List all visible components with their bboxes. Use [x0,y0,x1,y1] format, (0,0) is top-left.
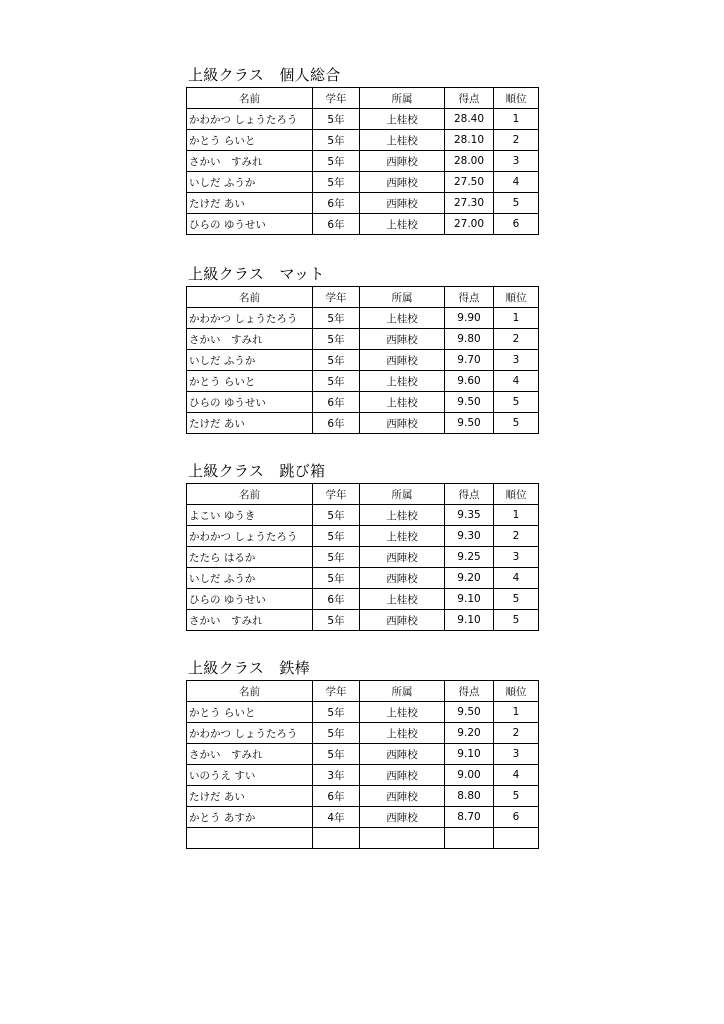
cell-name: かわかつ しょうたろう [187,308,313,329]
cell-score: 27.00 [445,214,494,235]
cell-score: 9.50 [445,413,494,434]
cell-rank: 1 [494,109,539,130]
cell-school: 西陣校 [360,151,445,172]
cell-grade: 5年 [313,505,360,526]
cell-score: 9.50 [445,392,494,413]
cell-school: 上桂校 [360,308,445,329]
cell-score: 9.90 [445,308,494,329]
table-row [187,130,539,151]
cell-grade: 5年 [313,308,360,329]
table-row [187,172,539,193]
table-row [187,568,539,589]
cell-rank: 6 [494,807,539,828]
cell-school: 西陣校 [360,329,445,350]
cell-rank: 5 [494,589,539,610]
cell-name: たけだ あい [187,193,313,214]
header-school: 所属 [360,484,445,505]
cell-grade: 6年 [313,786,360,807]
cell-name: かわかつ しょうたろう [187,723,313,744]
cell-school: 西陣校 [360,765,445,786]
cell-grade [313,828,360,849]
cell-grade: 5年 [313,610,360,631]
cell-rank: 5 [494,786,539,807]
cell-rank: 2 [494,526,539,547]
cell-name: たけだ あい [187,413,313,434]
cell-grade: 5年 [313,744,360,765]
cell-score: 9.10 [445,744,494,765]
section-title: 上級クラス マット [188,265,325,283]
header-school: 所属 [360,681,445,702]
table-row [187,526,539,547]
header-school: 所属 [360,287,445,308]
cell-name: かとう らいと [187,702,313,723]
cell-school: 上桂校 [360,589,445,610]
cell-grade: 3年 [313,765,360,786]
cell-name: かとう らいと [187,130,313,151]
table-row [187,109,539,130]
cell-rank: 4 [494,172,539,193]
header-row [187,681,539,702]
cell-name [187,828,313,849]
cell-grade: 6年 [313,193,360,214]
cell-name: さかい すみれ [187,151,313,172]
cell-name: ひらの ゆうせい [187,589,313,610]
cell-rank: 4 [494,371,539,392]
cell-grade: 5年 [313,723,360,744]
table-row [187,151,539,172]
cell-school: 西陣校 [360,413,445,434]
header-row [187,88,539,109]
table-row [187,371,539,392]
header-score: 得点 [445,484,494,505]
table-row [187,329,539,350]
cell-school: 上桂校 [360,392,445,413]
cell-name: かわかつ しょうたろう [187,109,313,130]
header-grade: 学年 [313,681,360,702]
header-grade: 学年 [313,287,360,308]
cell-school: 西陣校 [360,568,445,589]
cell-school: 西陣校 [360,786,445,807]
table-row [187,807,539,828]
cell-name: ひらの ゆうせい [187,214,313,235]
cell-grade: 5年 [313,702,360,723]
cell-school: 西陣校 [360,547,445,568]
table-row [187,744,539,765]
cell-score: 28.40 [445,109,494,130]
cell-school: 西陣校 [360,193,445,214]
cell-grade: 5年 [313,371,360,392]
table-row [187,547,539,568]
results-table [186,87,539,235]
header-score: 得点 [445,88,494,109]
cell-score: 9.35 [445,505,494,526]
cell-score: 9.10 [445,610,494,631]
cell-school: 西陣校 [360,744,445,765]
cell-rank: 6 [494,214,539,235]
cell-school: 上桂校 [360,723,445,744]
cell-score [445,828,494,849]
table-row [187,505,539,526]
cell-school: 西陣校 [360,610,445,631]
table-row [187,193,539,214]
cell-school: 上桂校 [360,371,445,392]
header-rank: 順位 [494,681,539,702]
cell-rank: 1 [494,308,539,329]
results-table [186,483,539,631]
cell-grade: 6年 [313,214,360,235]
table-row [187,413,539,434]
cell-grade: 4年 [313,807,360,828]
section-title: 上級クラス 鉄棒 [188,659,310,677]
cell-name: いのうえ すい [187,765,313,786]
section-title: 上級クラス 跳び箱 [188,462,326,480]
cell-rank: 5 [494,193,539,214]
cell-school: 上桂校 [360,214,445,235]
cell-school: 西陣校 [360,172,445,193]
cell-rank: 5 [494,413,539,434]
header-school: 所属 [360,88,445,109]
cell-name: ひらの ゆうせい [187,392,313,413]
cell-rank: 3 [494,151,539,172]
cell-grade: 5年 [313,526,360,547]
cell-score: 9.50 [445,702,494,723]
cell-grade: 6年 [313,589,360,610]
table-row [187,308,539,329]
header-rank: 順位 [494,484,539,505]
cell-rank: 3 [494,744,539,765]
header-name: 名前 [187,681,313,702]
cell-score: 9.70 [445,350,494,371]
table-row [187,392,539,413]
cell-grade: 5年 [313,568,360,589]
cell-rank: 5 [494,610,539,631]
cell-score: 28.00 [445,151,494,172]
cell-rank: 2 [494,723,539,744]
cell-score: 28.10 [445,130,494,151]
cell-school [360,828,445,849]
cell-rank: 5 [494,392,539,413]
cell-grade: 5年 [313,109,360,130]
table-row [187,702,539,723]
header-score: 得点 [445,681,494,702]
cell-rank: 1 [494,702,539,723]
cell-rank: 4 [494,568,539,589]
header-name: 名前 [187,484,313,505]
header-name: 名前 [187,287,313,308]
table-row [187,214,539,235]
cell-name: たたら はるか [187,547,313,568]
header-score: 得点 [445,287,494,308]
results-table [186,680,539,849]
cell-name: さかい すみれ [187,610,313,631]
cell-grade: 5年 [313,329,360,350]
cell-rank: 1 [494,505,539,526]
cell-rank: 4 [494,765,539,786]
cell-score: 9.60 [445,371,494,392]
cell-school: 上桂校 [360,130,445,151]
table-row [187,786,539,807]
cell-grade: 6年 [313,392,360,413]
cell-score: 9.20 [445,568,494,589]
section-title: 上級クラス 個人総合 [188,66,341,84]
cell-name: かとう らいと [187,371,313,392]
results-table [186,286,539,434]
cell-rank: 3 [494,350,539,371]
cell-rank: 2 [494,329,539,350]
cell-grade: 5年 [313,172,360,193]
header-name: 名前 [187,88,313,109]
cell-school: 西陣校 [360,807,445,828]
cell-school: 上桂校 [360,109,445,130]
table-row [187,723,539,744]
table-row [187,765,539,786]
cell-grade: 5年 [313,151,360,172]
cell-school: 西陣校 [360,350,445,371]
table-row [187,350,539,371]
cell-score: 9.10 [445,589,494,610]
header-grade: 学年 [313,484,360,505]
cell-name: いしだ ふうか [187,172,313,193]
cell-name: いしだ ふうか [187,568,313,589]
cell-rank [494,828,539,849]
cell-score: 9.25 [445,547,494,568]
cell-score: 8.80 [445,786,494,807]
cell-score: 9.80 [445,329,494,350]
cell-name: かとう あすか [187,807,313,828]
table-row [187,828,539,849]
cell-name: たけだ あい [187,786,313,807]
cell-name: さかい すみれ [187,744,313,765]
cell-score: 27.30 [445,193,494,214]
cell-name: いしだ ふうか [187,350,313,371]
cell-name: よこい ゆうき [187,505,313,526]
header-grade: 学年 [313,88,360,109]
header-rank: 順位 [494,88,539,109]
cell-grade: 6年 [313,413,360,434]
header-row [187,287,539,308]
cell-score: 8.70 [445,807,494,828]
cell-score: 27.50 [445,172,494,193]
table-row [187,589,539,610]
header-rank: 順位 [494,287,539,308]
cell-score: 9.30 [445,526,494,547]
cell-rank: 2 [494,130,539,151]
cell-school: 上桂校 [360,526,445,547]
cell-grade: 5年 [313,547,360,568]
cell-name: さかい すみれ [187,329,313,350]
cell-score: 9.20 [445,723,494,744]
cell-school: 上桂校 [360,702,445,723]
table-row [187,610,539,631]
cell-score: 9.00 [445,765,494,786]
cell-name: かわかつ しょうたろう [187,526,313,547]
cell-grade: 5年 [313,130,360,151]
cell-grade: 5年 [313,350,360,371]
header-row [187,484,539,505]
cell-rank: 3 [494,547,539,568]
cell-school: 上桂校 [360,505,445,526]
